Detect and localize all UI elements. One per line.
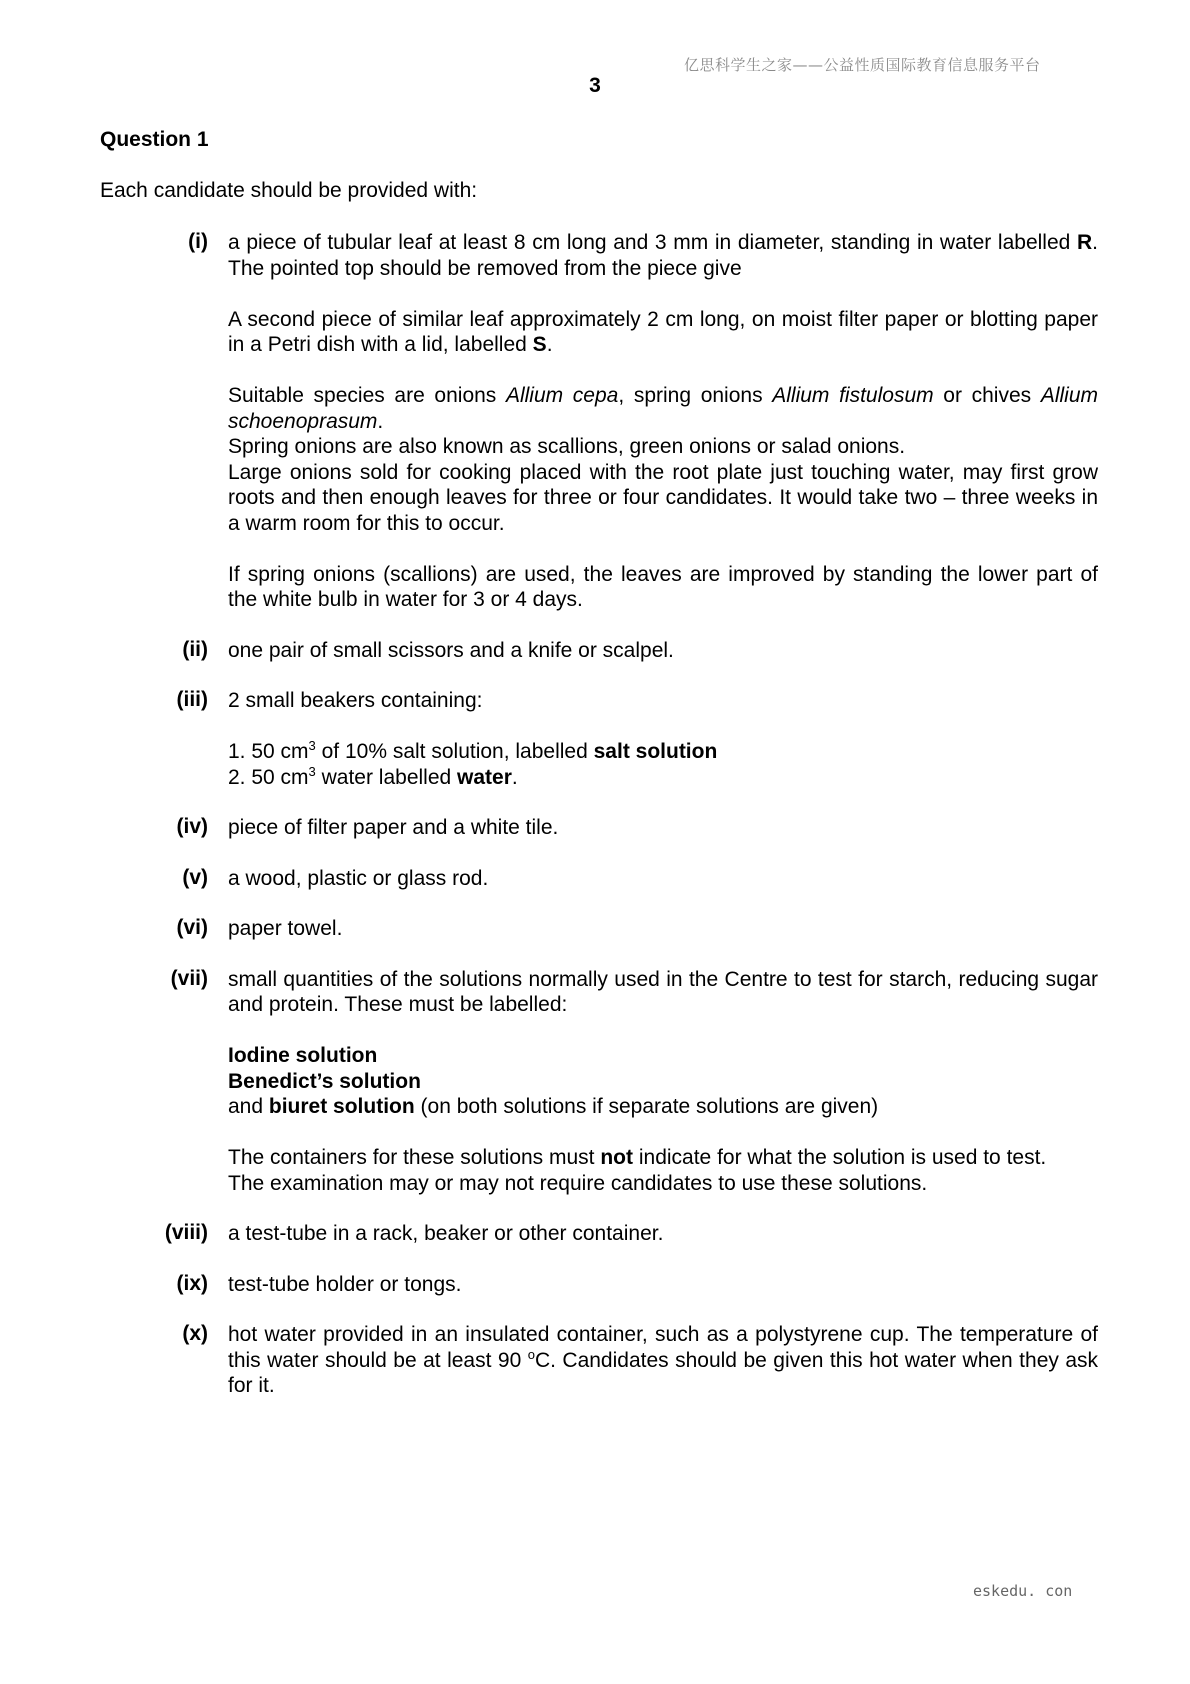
list-item bbox=[0, 1322, 1190, 1399]
paragraph: a wood, plastic or glass rod. bbox=[228, 866, 489, 890]
list-item bbox=[0, 967, 1190, 1197]
item-number: (vi) bbox=[176, 916, 208, 939]
list-item bbox=[0, 230, 1190, 613]
item-number: (viii) bbox=[164, 1221, 208, 1244]
solution-label-benedicts: Benedict’s solution bbox=[228, 1069, 421, 1093]
item-body bbox=[228, 967, 1098, 1197]
item-number: (iv) bbox=[176, 815, 208, 838]
paragraph: If spring onions (scallions) are used, the leaves are improved by standing the lower part of the white bulb in water for 3 or 4 days. bbox=[228, 562, 1098, 611]
paragraph: a piece of tubular leaf at least 8 cm long and 3 mm in diameter, standing in water labelled R. The pointed top should be removed from the piece give bbox=[228, 231, 1098, 280]
paragraph: Suitable species are onions Allium cepa, spring onions Allium fistulosum or chives Allium schoenoprasum. bbox=[228, 384, 1098, 433]
paragraph: A second piece of similar leaf approximately 2 cm long, on moist filter paper or blotting paper in a Petri dish with a lid, labelled S. bbox=[228, 307, 1098, 356]
item-body bbox=[228, 815, 1098, 841]
question-intro: Each candidate should be provided with: bbox=[100, 179, 478, 202]
item-number: (iii) bbox=[176, 688, 208, 711]
watermark-text: 亿思科学生之家——公益性质国际教育信息服务平台 bbox=[684, 56, 1041, 74]
solution-label-biuret: and biuret solution (on both solutions if separate solutions are given) bbox=[228, 1095, 879, 1118]
paragraph: small quantities of the solutions normally used in the Centre to test for starch, reducing sugar and protein. These must be labelled: bbox=[228, 967, 1098, 1016]
list-item bbox=[0, 815, 1190, 841]
paragraph: Large onions sold for cooking placed with the root plate just touching water, may first grow roots and then enough leaves for three or four candidates. It would take two – three weeks in a warm room for this to occur. bbox=[228, 460, 1098, 535]
item-number: (ii) bbox=[182, 637, 208, 661]
page-number: 3 bbox=[589, 74, 601, 97]
item-body bbox=[228, 916, 1098, 942]
list-item bbox=[0, 916, 1190, 942]
item-body bbox=[228, 1322, 1098, 1399]
item-body bbox=[228, 866, 1098, 892]
item-number: (ix) bbox=[176, 1271, 208, 1295]
question-title: Question 1 bbox=[100, 128, 209, 151]
item-number: (x) bbox=[182, 1322, 208, 1345]
solution-label-iodine: Iodine solution bbox=[228, 1044, 378, 1067]
list-item bbox=[0, 1221, 1190, 1247]
paragraph: The containers for these solutions must not indicate for what the solution is used to test. bbox=[228, 1146, 1047, 1169]
item-body bbox=[228, 1221, 1098, 1247]
item-number: (i) bbox=[188, 230, 208, 253]
item-body bbox=[228, 688, 1098, 790]
item-body bbox=[228, 230, 1098, 613]
paragraph: hot water provided in an insulated container, such as a polystyrene cup. The temperature of this water should be at least 90 $^o$C. Candidates should be given this hot water when they ask for it. bbox=[228, 1323, 1099, 1397]
item-body bbox=[228, 1272, 1098, 1298]
paragraph: paper towel. bbox=[228, 917, 343, 940]
list-item bbox=[0, 638, 1190, 664]
item-number: (vii) bbox=[170, 966, 208, 990]
list-item bbox=[0, 1272, 1190, 1298]
paragraph: Spring onions are also known as scallions, green onions or salad onions. bbox=[228, 435, 906, 458]
item-body bbox=[228, 638, 1098, 664]
paragraph: 2 small beakers containing: bbox=[228, 689, 483, 712]
paragraph: test-tube holder or tongs. bbox=[228, 1272, 462, 1296]
paragraph: a test-tube in a rack, beaker or other container. bbox=[228, 1222, 664, 1245]
item-list bbox=[0, 230, 1190, 1424]
beaker-line-2: 2. 50 $cm^3$ water labelled water. bbox=[228, 763, 518, 789]
paragraph: piece of filter paper and a white tile. bbox=[228, 816, 559, 839]
list-item bbox=[0, 688, 1190, 790]
footer-watermark: eskedu. con bbox=[973, 1582, 1073, 1600]
list-item bbox=[0, 866, 1190, 892]
item-number: (v) bbox=[182, 865, 208, 889]
paragraph: one pair of small scissors and a knife or scalpel. bbox=[228, 638, 674, 662]
beaker-line-1: 1. 50 $cm^3$ of 10% salt solution, labelled salt solution bbox=[228, 738, 718, 763]
paragraph: The examination may or may not require candidates to use these solutions. bbox=[228, 1171, 928, 1195]
